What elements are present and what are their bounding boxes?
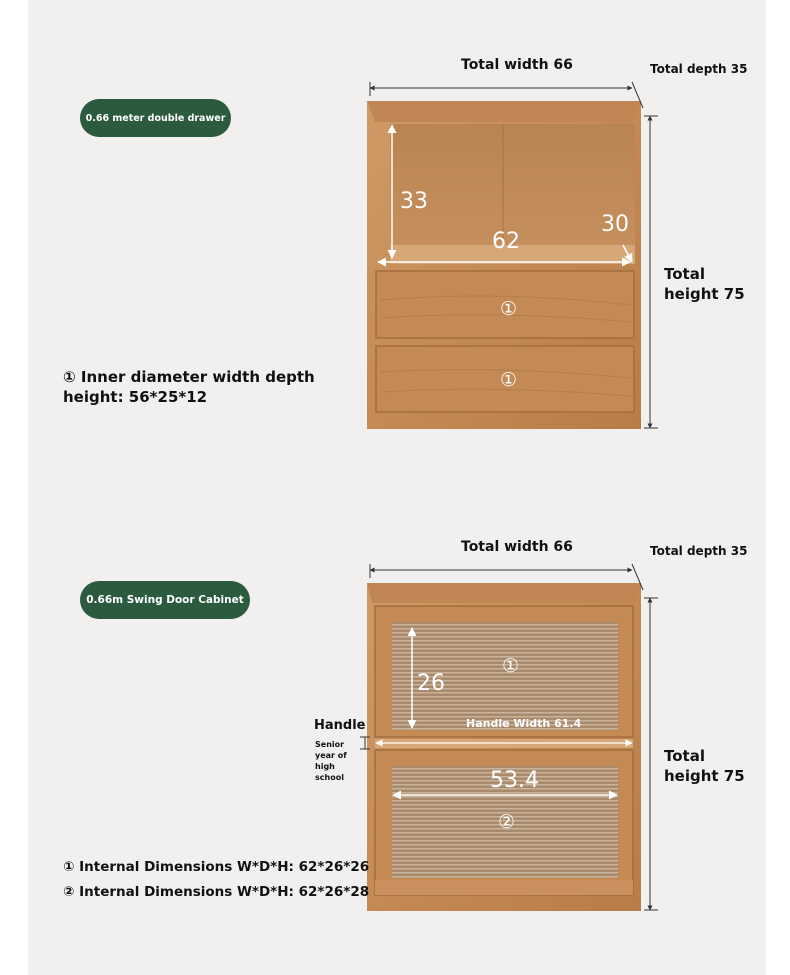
handle-width-label: Handle Width 61.4 bbox=[466, 717, 582, 730]
section2-total-height bbox=[664, 746, 745, 786]
handle-sub-2: year of bbox=[315, 751, 347, 760]
total-height-line1: Total bbox=[664, 265, 705, 283]
handle-label: Handle bbox=[314, 718, 366, 733]
section1-pill: 0.66 meter double drawer bbox=[80, 99, 231, 137]
section2-total-width: Total width 66 bbox=[461, 539, 573, 555]
handle-sub-1: Senior bbox=[315, 740, 345, 749]
section1-dim-height: 33 bbox=[400, 189, 428, 214]
section1-dim-width: 62 bbox=[492, 229, 520, 254]
handle-sub-3: high bbox=[315, 762, 335, 771]
note-line2: height: 56*25*12 bbox=[63, 388, 208, 406]
door-marker-1: ① bbox=[502, 655, 520, 677]
section2-note-1: ① Internal Dimensions W*D*H: 62*26*26 bbox=[63, 859, 370, 875]
section2-dim-height: 26 bbox=[417, 671, 445, 696]
section2-dim-width: 53.4 bbox=[490, 768, 539, 793]
handle-sub-4: school bbox=[315, 773, 344, 782]
section2-total-depth: Total depth 35 bbox=[650, 544, 748, 558]
total-height-line2: height 75 bbox=[664, 285, 745, 303]
section1-note bbox=[63, 367, 315, 407]
drawer-marker-top: ① bbox=[500, 298, 518, 320]
total-height2-line1: Total bbox=[664, 747, 705, 765]
door-marker-2: ② bbox=[498, 811, 516, 833]
section1-total-depth: Total depth 35 bbox=[650, 62, 748, 76]
drawer-marker-bottom: ① bbox=[500, 369, 518, 391]
section2-note-2: ② Internal Dimensions W*D*H: 62*26*28 bbox=[63, 884, 370, 900]
swing-door-cabinet bbox=[367, 583, 641, 911]
total-height2-line2: height 75 bbox=[664, 767, 745, 785]
section1-total-height bbox=[664, 264, 745, 304]
handle-sublabel bbox=[315, 739, 347, 783]
section1-dim-depth: 30 bbox=[601, 212, 629, 237]
note-line1: ① Inner diameter width depth bbox=[63, 368, 315, 386]
section1-total-width: Total width 66 bbox=[461, 57, 573, 73]
section2-pill: 0.66m Swing Door Cabinet bbox=[80, 581, 250, 619]
